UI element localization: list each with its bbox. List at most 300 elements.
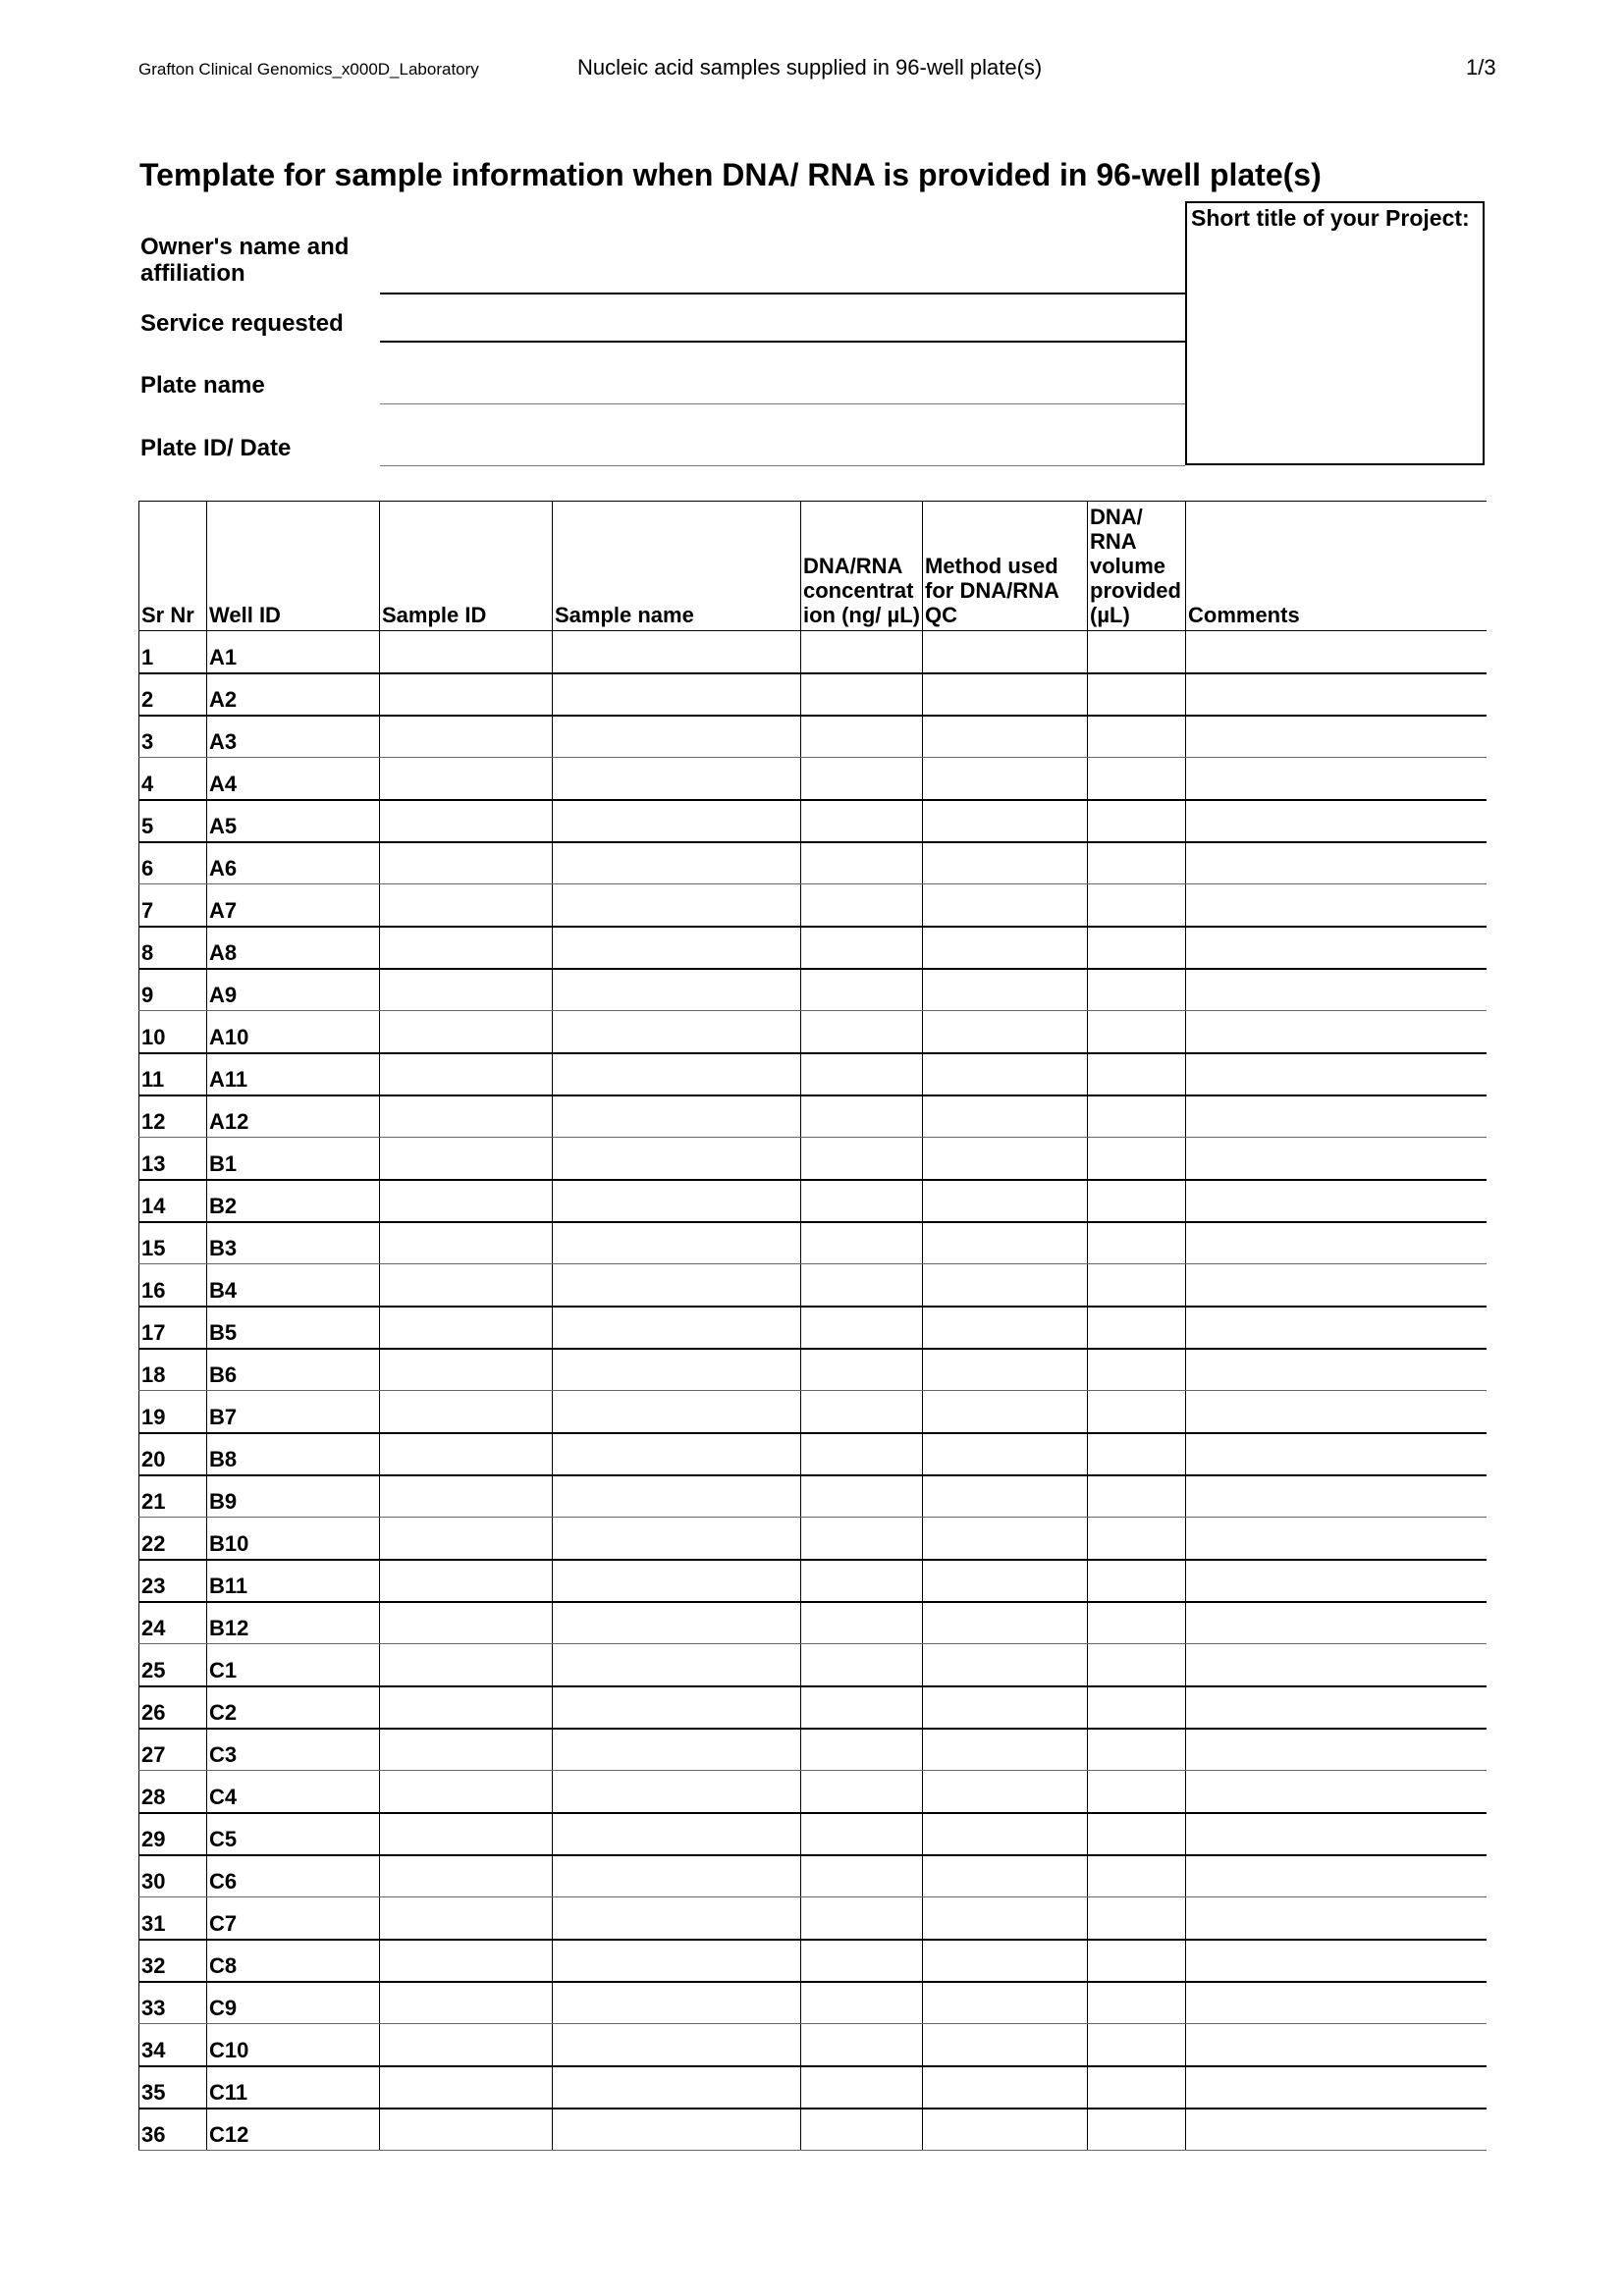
well-id-cell: C6	[207, 1855, 380, 1897]
volume-cell[interactable]	[1088, 1349, 1186, 1391]
table-row	[139, 800, 1487, 842]
concentration-cell[interactable]	[801, 716, 923, 758]
well-id-cell: A8	[207, 927, 380, 969]
table-row	[139, 1686, 1487, 1729]
sample-id-cell[interactable]	[380, 758, 553, 800]
sample-name-cell[interactable]	[553, 1813, 801, 1855]
table-row	[139, 1011, 1487, 1053]
volume-cell[interactable]	[1088, 1011, 1186, 1053]
comments-cell[interactable]	[1186, 1518, 1487, 1560]
sr-nr-cell: 22	[139, 1518, 207, 1560]
volume-cell[interactable]	[1088, 842, 1186, 884]
sample-name-cell[interactable]	[553, 1391, 801, 1433]
qc-method-cell[interactable]	[923, 1602, 1088, 1644]
qc-method-cell[interactable]	[923, 1391, 1088, 1433]
sr-nr-cell: 7	[139, 884, 207, 927]
sample-name-cell[interactable]	[553, 842, 801, 884]
volume-cell[interactable]	[1088, 800, 1186, 842]
sample-id-cell[interactable]	[380, 1011, 553, 1053]
qc-method-cell[interactable]	[923, 1813, 1088, 1855]
volume-cell[interactable]	[1088, 631, 1186, 673]
concentration-cell[interactable]	[801, 1644, 923, 1686]
header-page-number: 1/3	[1466, 55, 1496, 80]
qc-method-cell[interactable]	[923, 1855, 1088, 1897]
sample-name-cell[interactable]	[553, 1686, 801, 1729]
volume-cell[interactable]	[1088, 1982, 1186, 2024]
well-id-cell: B7	[207, 1391, 380, 1433]
qc-method-cell[interactable]	[923, 716, 1088, 758]
comments-cell[interactable]	[1186, 1560, 1487, 1602]
sample-name-cell[interactable]	[553, 1475, 801, 1518]
sample-id-cell[interactable]	[380, 1855, 553, 1897]
table-row	[139, 884, 1487, 927]
sr-nr-cell: 9	[139, 969, 207, 1011]
volume-cell[interactable]	[1088, 1686, 1186, 1729]
sample-id-cell[interactable]	[380, 1518, 553, 1560]
table-row	[139, 1560, 1487, 1602]
header-comments: Comments	[1186, 502, 1487, 631]
sample-id-cell[interactable]	[380, 1729, 553, 1771]
volume-cell[interactable]	[1088, 1475, 1186, 1518]
comments-cell[interactable]	[1186, 1264, 1487, 1307]
sample-name-cell[interactable]	[553, 1729, 801, 1771]
well-id-cell: C12	[207, 2109, 380, 2151]
sample-id-cell[interactable]	[380, 1053, 553, 1095]
qc-method-cell[interactable]	[923, 1011, 1088, 1053]
volume-cell[interactable]	[1088, 1264, 1186, 1307]
volume-cell[interactable]	[1088, 927, 1186, 969]
sample-name-cell[interactable]	[553, 1264, 801, 1307]
sample-id-cell[interactable]	[380, 969, 553, 1011]
concentration-cell[interactable]	[801, 842, 923, 884]
comments-cell[interactable]	[1186, 673, 1487, 716]
comments-cell[interactable]	[1186, 1349, 1487, 1391]
sample-name-cell[interactable]	[553, 800, 801, 842]
comments-cell[interactable]	[1186, 1982, 1487, 2024]
sr-nr-cell: 12	[139, 1095, 207, 1138]
sr-nr-cell: 25	[139, 1644, 207, 1686]
sample-id-cell[interactable]	[380, 1475, 553, 1518]
comments-cell[interactable]	[1186, 1813, 1487, 1855]
plate-name-label: Plate name	[140, 372, 265, 399]
volume-cell[interactable]	[1088, 884, 1186, 927]
sample-id-cell[interactable]	[380, 1095, 553, 1138]
concentration-cell[interactable]	[801, 1855, 923, 1897]
table-row	[139, 1729, 1487, 1771]
table-row	[139, 1433, 1487, 1475]
qc-method-cell[interactable]	[923, 2024, 1088, 2066]
well-id-cell: B4	[207, 1264, 380, 1307]
well-id-cell: C8	[207, 1940, 380, 1982]
table-row	[139, 1855, 1487, 1897]
concentration-cell[interactable]	[801, 927, 923, 969]
sr-nr-cell: 32	[139, 1940, 207, 1982]
volume-cell[interactable]	[1088, 1897, 1186, 1940]
concentration-cell[interactable]	[801, 1433, 923, 1475]
sample-name-cell[interactable]	[553, 758, 801, 800]
sample-name-cell[interactable]	[553, 1855, 801, 1897]
qc-method-cell[interactable]	[923, 1982, 1088, 2024]
well-id-cell: A4	[207, 758, 380, 800]
sample-id-cell[interactable]	[380, 1138, 553, 1180]
sample-id-cell[interactable]	[380, 1433, 553, 1475]
concentration-cell[interactable]	[801, 1686, 923, 1729]
sample-id-cell[interactable]	[380, 2066, 553, 2109]
volume-cell[interactable]	[1088, 1095, 1186, 1138]
sample-name-cell[interactable]	[553, 1180, 801, 1222]
qc-method-cell[interactable]	[923, 1222, 1088, 1264]
concentration-cell[interactable]	[801, 1349, 923, 1391]
sample-name-cell[interactable]	[553, 1307, 801, 1349]
qc-method-cell[interactable]	[923, 1475, 1088, 1518]
volume-cell[interactable]	[1088, 1180, 1186, 1222]
sr-nr-cell: 19	[139, 1391, 207, 1433]
well-id-cell: B9	[207, 1475, 380, 1518]
comments-cell[interactable]	[1186, 1053, 1487, 1095]
qc-method-cell[interactable]	[923, 1560, 1088, 1602]
comments-cell[interactable]	[1186, 1729, 1487, 1771]
sample-name-cell[interactable]	[553, 1982, 801, 2024]
sample-name-cell[interactable]	[553, 2066, 801, 2109]
comments-cell[interactable]	[1186, 2024, 1487, 2066]
sample-id-cell[interactable]	[380, 1897, 553, 1940]
qc-method-cell[interactable]	[923, 927, 1088, 969]
well-id-cell: B6	[207, 1349, 380, 1391]
header-lab-name: Grafton Clinical Genomics_x000D_Laboratory	[138, 60, 479, 79]
volume-cell[interactable]	[1088, 1138, 1186, 1180]
comments-cell[interactable]	[1186, 1940, 1487, 1982]
comments-cell[interactable]	[1186, 1180, 1487, 1222]
concentration-cell[interactable]	[801, 1940, 923, 1982]
sample-id-cell[interactable]	[380, 927, 553, 969]
comments-cell[interactable]	[1186, 2109, 1487, 2151]
comments-cell[interactable]	[1186, 927, 1487, 969]
table-row	[139, 631, 1487, 673]
table-row	[139, 1897, 1487, 1940]
sample-id-cell[interactable]	[380, 673, 553, 716]
table-row	[139, 2066, 1487, 2109]
well-id-cell: C4	[207, 1771, 380, 1813]
sr-nr-cell: 24	[139, 1602, 207, 1644]
sample-name-cell[interactable]	[553, 2024, 801, 2066]
concentration-cell[interactable]	[801, 1982, 923, 2024]
well-id-cell: C5	[207, 1813, 380, 1855]
comments-cell[interactable]	[1186, 1602, 1487, 1644]
comments-cell[interactable]	[1186, 969, 1487, 1011]
sample-id-cell[interactable]	[380, 2109, 553, 2151]
project-title-box[interactable]	[1185, 201, 1485, 465]
concentration-cell[interactable]	[801, 1307, 923, 1349]
qc-method-cell[interactable]	[923, 631, 1088, 673]
qc-method-cell[interactable]	[923, 1518, 1088, 1560]
sample-name-cell[interactable]	[553, 1940, 801, 1982]
concentration-cell[interactable]	[801, 1475, 923, 1518]
concentration-cell[interactable]	[801, 1729, 923, 1771]
table-row	[139, 1602, 1487, 1644]
sample-id-cell[interactable]	[380, 1307, 553, 1349]
well-id-cell: C2	[207, 1686, 380, 1729]
sr-nr-cell: 6	[139, 842, 207, 884]
qc-method-cell[interactable]	[923, 1897, 1088, 1940]
sample-id-cell[interactable]	[380, 1940, 553, 1982]
comments-cell[interactable]	[1186, 1644, 1487, 1686]
concentration-cell[interactable]	[801, 758, 923, 800]
comments-cell[interactable]	[1186, 2066, 1487, 2109]
qc-method-cell[interactable]	[923, 969, 1088, 1011]
volume-cell[interactable]	[1088, 969, 1186, 1011]
table-row	[139, 1940, 1487, 1982]
comments-cell[interactable]	[1186, 1011, 1487, 1053]
comments-cell[interactable]	[1186, 884, 1487, 927]
qc-method-cell[interactable]	[923, 884, 1088, 927]
qc-method-cell[interactable]	[923, 1095, 1088, 1138]
qc-method-cell[interactable]	[923, 1686, 1088, 1729]
table-header-row	[139, 502, 1487, 631]
comments-cell[interactable]	[1186, 842, 1487, 884]
qc-method-cell[interactable]	[923, 1729, 1088, 1771]
sr-nr-cell: 21	[139, 1475, 207, 1518]
qc-method-cell[interactable]	[923, 800, 1088, 842]
volume-cell[interactable]	[1088, 1518, 1186, 1560]
table-row	[139, 1307, 1487, 1349]
qc-method-cell[interactable]	[923, 1433, 1088, 1475]
sample-name-cell[interactable]	[553, 673, 801, 716]
sample-id-cell[interactable]	[380, 716, 553, 758]
concentration-cell[interactable]	[801, 1011, 923, 1053]
sample-name-cell[interactable]	[553, 1433, 801, 1475]
sample-id-cell[interactable]	[380, 1813, 553, 1855]
comments-cell[interactable]	[1186, 1138, 1487, 1180]
comments-cell[interactable]	[1186, 758, 1487, 800]
sr-nr-cell: 2	[139, 673, 207, 716]
qc-method-cell[interactable]	[923, 1349, 1088, 1391]
qc-method-cell[interactable]	[923, 673, 1088, 716]
table-row	[139, 1349, 1487, 1391]
sample-id-cell[interactable]	[380, 1264, 553, 1307]
table-row	[139, 927, 1487, 969]
well-id-cell: C10	[207, 2024, 380, 2066]
sr-nr-cell: 28	[139, 1771, 207, 1813]
sample-name-cell[interactable]	[553, 716, 801, 758]
sample-name-cell[interactable]	[553, 1560, 801, 1602]
comments-cell[interactable]	[1186, 1771, 1487, 1813]
volume-cell[interactable]	[1088, 1222, 1186, 1264]
comments-cell[interactable]	[1186, 631, 1487, 673]
qc-method-cell[interactable]	[923, 1180, 1088, 1222]
concentration-cell[interactable]	[801, 673, 923, 716]
header-volume: DNA/ RNA volume provided (µL)	[1088, 502, 1186, 631]
sample-name-cell[interactable]	[553, 1053, 801, 1095]
concentration-cell[interactable]	[801, 1222, 923, 1264]
concentration-cell[interactable]	[801, 969, 923, 1011]
sr-nr-cell: 17	[139, 1307, 207, 1349]
volume-cell[interactable]	[1088, 2024, 1186, 2066]
well-id-cell: C11	[207, 2066, 380, 2109]
sample-id-cell[interactable]	[380, 1391, 553, 1433]
volume-cell[interactable]	[1088, 1053, 1186, 1095]
sample-name-cell[interactable]	[553, 1349, 801, 1391]
concentration-cell[interactable]	[801, 1771, 923, 1813]
comments-cell[interactable]	[1186, 1855, 1487, 1897]
plate-name-field[interactable]	[380, 403, 1185, 404]
sample-name-cell[interactable]	[553, 927, 801, 969]
sample-id-cell[interactable]	[380, 1771, 553, 1813]
owner-field[interactable]	[380, 293, 1185, 294]
volume-cell[interactable]	[1088, 1307, 1186, 1349]
qc-method-cell[interactable]	[923, 1940, 1088, 1982]
sample-id-cell[interactable]	[380, 2024, 553, 2066]
concentration-cell[interactable]	[801, 1897, 923, 1940]
qc-method-cell[interactable]	[923, 1307, 1088, 1349]
sample-id-cell[interactable]	[380, 1180, 553, 1222]
concentration-cell[interactable]	[801, 1518, 923, 1560]
project-title-label: Short title of your Project:	[1191, 205, 1470, 231]
qc-method-cell[interactable]	[923, 2066, 1088, 2109]
comments-cell[interactable]	[1186, 1433, 1487, 1475]
sample-id-cell[interactable]	[380, 1602, 553, 1644]
sample-id-cell[interactable]	[380, 884, 553, 927]
well-id-cell: C9	[207, 1982, 380, 2024]
sample-name-cell[interactable]	[553, 1644, 801, 1686]
well-id-cell: A12	[207, 1095, 380, 1138]
sample-id-cell[interactable]	[380, 1686, 553, 1729]
concentration-cell[interactable]	[801, 884, 923, 927]
sample-id-cell[interactable]	[380, 800, 553, 842]
sample-name-cell[interactable]	[553, 1771, 801, 1813]
volume-cell[interactable]	[1088, 1813, 1186, 1855]
sr-nr-cell: 30	[139, 1855, 207, 1897]
service-label: Service requested	[140, 310, 344, 337]
volume-cell[interactable]	[1088, 1433, 1186, 1475]
volume-cell[interactable]	[1088, 1855, 1186, 1897]
volume-cell[interactable]	[1088, 1644, 1186, 1686]
sr-nr-cell: 5	[139, 800, 207, 842]
sample-id-cell[interactable]	[380, 1222, 553, 1264]
sample-name-cell[interactable]	[553, 1602, 801, 1644]
comments-cell[interactable]	[1186, 1475, 1487, 1518]
sr-nr-cell: 4	[139, 758, 207, 800]
sample-id-cell[interactable]	[380, 842, 553, 884]
concentration-cell[interactable]	[801, 1560, 923, 1602]
volume-cell[interactable]	[1088, 1560, 1186, 1602]
qc-method-cell[interactable]	[923, 842, 1088, 884]
concentration-cell[interactable]	[801, 1138, 923, 1180]
volume-cell[interactable]	[1088, 1940, 1186, 1982]
sample-name-cell[interactable]	[553, 631, 801, 673]
table-row	[139, 1391, 1487, 1433]
qc-method-cell[interactable]	[923, 1138, 1088, 1180]
sr-nr-cell: 29	[139, 1813, 207, 1855]
volume-cell[interactable]	[1088, 2066, 1186, 2109]
concentration-cell[interactable]	[801, 800, 923, 842]
volume-cell[interactable]	[1088, 1729, 1186, 1771]
concentration-cell[interactable]	[801, 1264, 923, 1307]
concentration-cell[interactable]	[801, 1053, 923, 1095]
sample-name-cell[interactable]	[553, 1518, 801, 1560]
sample-name-cell[interactable]	[553, 1095, 801, 1138]
sr-nr-cell: 20	[139, 1433, 207, 1475]
comments-cell[interactable]	[1186, 1686, 1487, 1729]
service-field[interactable]	[380, 341, 1185, 343]
table-row	[139, 2109, 1487, 2151]
qc-method-cell[interactable]	[923, 758, 1088, 800]
plate-id-field[interactable]	[380, 465, 1185, 466]
qc-method-cell[interactable]	[923, 1771, 1088, 1813]
comments-cell[interactable]	[1186, 1897, 1487, 1940]
sample-id-cell[interactable]	[380, 1560, 553, 1602]
well-id-cell: B10	[207, 1518, 380, 1560]
qc-method-cell[interactable]	[923, 1644, 1088, 1686]
volume-cell[interactable]	[1088, 1391, 1186, 1433]
sample-id-cell[interactable]	[380, 1349, 553, 1391]
table-row	[139, 716, 1487, 758]
well-id-cell: A5	[207, 800, 380, 842]
comments-cell[interactable]	[1186, 1307, 1487, 1349]
sr-nr-cell: 15	[139, 1222, 207, 1264]
volume-cell[interactable]	[1088, 716, 1186, 758]
comments-cell[interactable]	[1186, 800, 1487, 842]
comments-cell[interactable]	[1186, 1222, 1487, 1264]
sr-nr-cell: 35	[139, 2066, 207, 2109]
concentration-cell[interactable]	[801, 631, 923, 673]
comments-cell[interactable]	[1186, 1391, 1487, 1433]
concentration-cell[interactable]	[801, 1602, 923, 1644]
sample-id-cell[interactable]	[380, 631, 553, 673]
concentration-cell[interactable]	[801, 1391, 923, 1433]
table-row	[139, 1475, 1487, 1518]
qc-method-cell[interactable]	[923, 1264, 1088, 1307]
volume-cell[interactable]	[1088, 1602, 1186, 1644]
sample-name-cell[interactable]	[553, 1011, 801, 1053]
comments-cell[interactable]	[1186, 716, 1487, 758]
qc-method-cell[interactable]	[923, 1053, 1088, 1095]
well-id-cell: A1	[207, 631, 380, 673]
table-row	[139, 842, 1487, 884]
concentration-cell[interactable]	[801, 2066, 923, 2109]
table-row	[139, 758, 1487, 800]
sample-id-cell[interactable]	[380, 1644, 553, 1686]
sr-nr-cell: 3	[139, 716, 207, 758]
sample-name-cell[interactable]	[553, 1138, 801, 1180]
sample-id-cell[interactable]	[380, 1982, 553, 2024]
qc-method-cell[interactable]	[923, 2109, 1088, 2151]
concentration-cell[interactable]	[801, 2109, 923, 2151]
table-row	[139, 1982, 1487, 2024]
sr-nr-cell: 27	[139, 1729, 207, 1771]
volume-cell[interactable]	[1088, 2109, 1186, 2151]
volume-cell[interactable]	[1088, 758, 1186, 800]
sample-name-cell[interactable]	[553, 884, 801, 927]
concentration-cell[interactable]	[801, 2024, 923, 2066]
concentration-cell[interactable]	[801, 1095, 923, 1138]
comments-cell[interactable]	[1186, 1095, 1487, 1138]
well-id-cell: B11	[207, 1560, 380, 1602]
concentration-cell[interactable]	[801, 1813, 923, 1855]
sr-nr-cell: 13	[139, 1138, 207, 1180]
table-row	[139, 1180, 1487, 1222]
sample-name-cell[interactable]	[553, 1222, 801, 1264]
well-id-cell: B12	[207, 1602, 380, 1644]
sample-name-cell[interactable]	[553, 1897, 801, 1940]
table-row	[139, 1222, 1487, 1264]
well-id-cell: C1	[207, 1644, 380, 1686]
concentration-cell[interactable]	[801, 1180, 923, 1222]
volume-cell[interactable]	[1088, 673, 1186, 716]
sample-name-cell[interactable]	[553, 969, 801, 1011]
volume-cell[interactable]	[1088, 1771, 1186, 1813]
well-id-cell: A6	[207, 842, 380, 884]
sample-name-cell[interactable]	[553, 2109, 801, 2151]
